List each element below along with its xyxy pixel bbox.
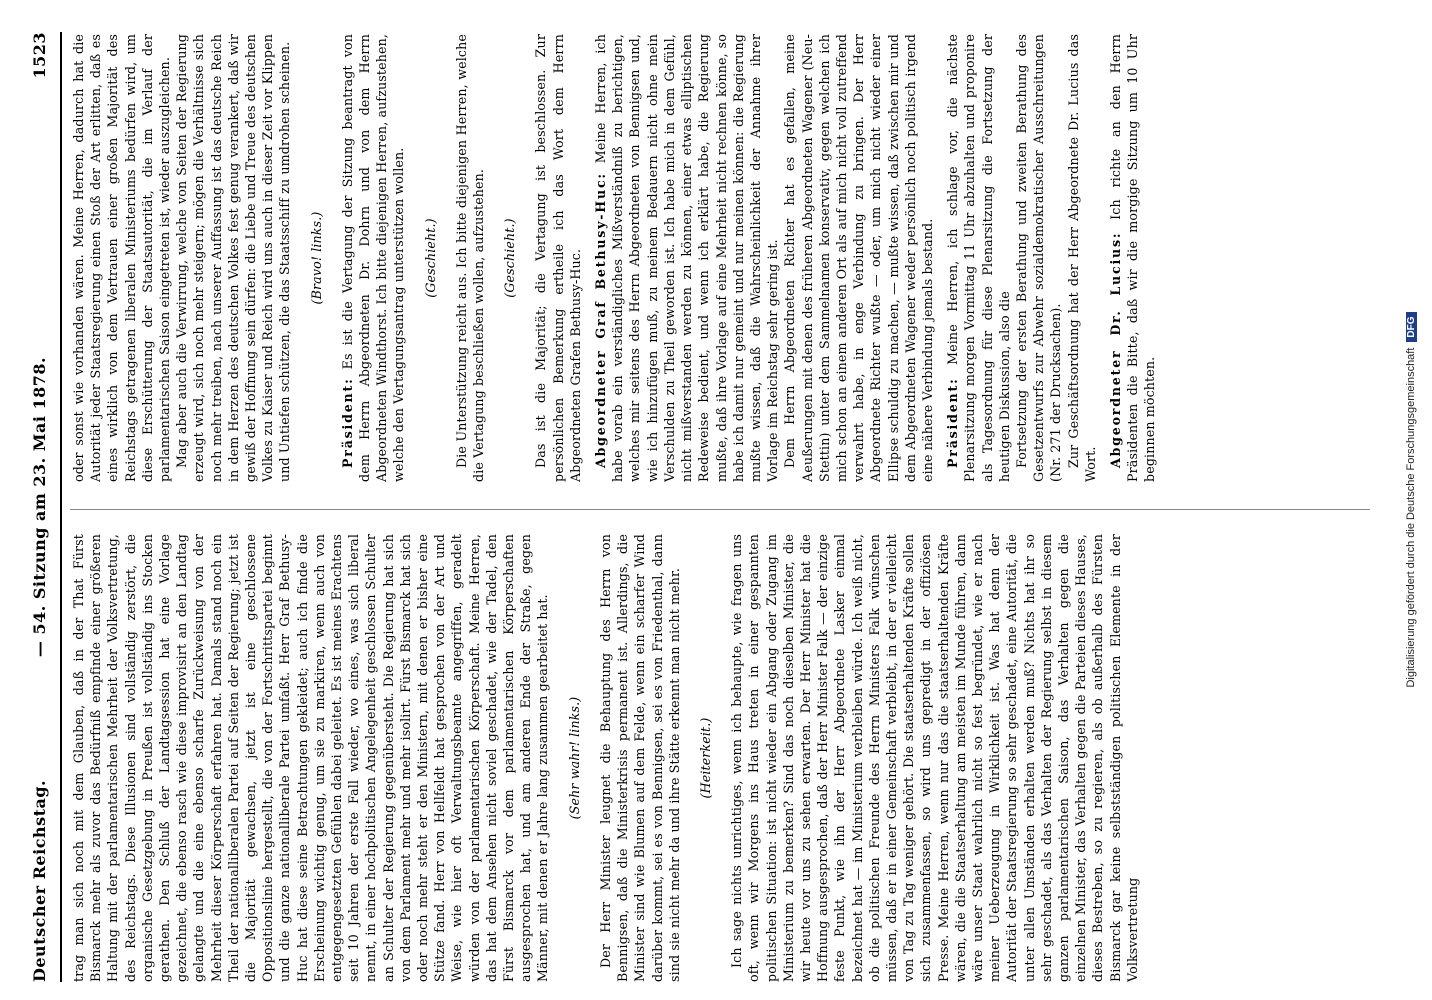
text-column-right: [70, 34, 1370, 482]
speech-text: Ich richte an den Herrn Präsidenten die Bitte, daß wir die morgige Sitzung um 10 Uhr beginnen möchten.: [1107, 34, 1158, 482]
header-page-number: 1523: [30, 32, 49, 79]
paragraph: Mag aber auch die Verwirrung, welche von Seiten der Regierung erzeugt wird, sich noch mehr steigern; mögen die Verhältnisse sich noch mehr treiben, nach unserer Auffassung ist das deutsche Reich in dem Herzen des deutschen Volkes fest genug verankert, daß wir gewiß der Hoffnung sein dürfen: die Liebe und Treue des deutschen Volkes zu Kaiser und Reich wird uns auch in dieser Zeit vor Klippen und Untiefen schützen, die das Staatsschiff zu umdrohen scheinen.: [174, 34, 293, 482]
speaker-name: Präsident:: [339, 377, 355, 468]
interjection: (Geschieht.): [422, 218, 438, 298]
speaker-name: Abgeordneter Graf Bethusy-Huc:: [593, 172, 609, 468]
interjection: (Bravo! links.): [308, 211, 324, 305]
speech-text: Meine Herren, ich schlage vor, die nächste Plenarsitzung morgen Vormittag 11 Uhr abzuhalten und proponire als Tagesordnung für diese Plenarsitzung die Fortsetzung der heutigen Diskussion, also die: [945, 34, 1012, 482]
interjection: (Heiterkeit.): [697, 717, 713, 799]
speech-text: Meine Herren, ich habe vorab ein verständigliches Mißverständniß zu berichtigen, welches mir seitens des Herrn Abgeordneten von Bennigsen und, wie ich hinzufügen muß, zu meinem Bedauern nicht ohne mein Verschulden zu Theil geworden ist. Ich habe mich in dem Gefühl, nicht mißverstanden werden zu können, einer etwas elliptischen Redeweise bedient, und wenn ich erklärt habe, die Regierung mußte, daß ihre Vorlage auf eine Mehrheit nicht rechnen könne, so habe ich damit nur gemeint und nur meinen können: die Regierung mußte wissen, daß die Wahrscheinlichkeit der Annahme ihrer Vorlage im Reichstag sehr gering ist.: [593, 34, 781, 482]
paragraph: [339, 34, 408, 482]
digitization-credit: [1405, 0, 1417, 1000]
header-journal-title: Deutscher Reichstag.: [30, 779, 49, 982]
page-header: [30, 32, 64, 982]
dfg-logo: DFG: [1406, 312, 1417, 341]
paragraph: Dem Herrn Abgeordneten Richter hat es gefallen, meine Aeußerungen mit denen des früheren Abgeordneten Wagener (Neu-Stettin) unter dem Sammelnamen konservativ, gegen welchen ich mich schon an einem anderen Ort als auf mich nicht voll zutreffend verwahrt habe, in enge Verbindung zu bringen. Der Herr Abgeordnete Richter wußte — oder, um mich nicht wieder einer Ellipse schuldig zu machen, — mußte wissen, daß zwischen mir und dem Abgeordneten Wagener weder persönlich noch politisch irgend eine nähere Verbindung jemals bestand.: [782, 34, 935, 482]
header-rule: [60, 32, 62, 982]
text-column-left: [70, 534, 1370, 982]
paragraph: Die Unterstützung reicht aus. Ich bitte diejenigen Herren, welche die Vertagung beschließen wollen, aufzustehen.: [453, 34, 487, 482]
interjection: (Geschieht.): [502, 218, 518, 298]
speaker-name: Abgeordneter Dr. Lucius:: [1107, 231, 1123, 468]
paragraph: oder sonst wie vorhanden wären. Meine Herren, dadurch hat die Autorität jeder Staatsregierung einen Stoß der Art erlitten, daß es eines wirklich von dem Vertrauen einer großen Majorität des Reichstags getragenen liberalen Ministeriums bedürfen wird, um diese Erschütterung der Staatsautorität, die im Verlauf der parlamentarischen Saison eingetreten ist, wieder auszugleichen.: [71, 34, 173, 482]
speaker-name: Präsident:: [945, 377, 961, 468]
paragraph: Das ist die Majorität; die Vertagung ist beschlossen. Zur persönlichen Bemerkung ertheile ich das Wort dem Herrn Abgeordneten Grafen Bethusy-Huc.: [533, 34, 583, 482]
paragraph: Der Herr Minister leugnet die Behauptung des Herrn von Bennigsen, daß die Ministerkrisis permanent ist. Allerdings, die Minister sind wie Blumen auf dem Felde, wenn ein scharfer Wind darüber kommt, sei es von Bennigsen, sei es von Friedenthal, dann sind sie nicht mehr da und ihre Stätte erkennt man nicht mehr.: [597, 534, 682, 982]
agenda-item: Fortsetzung der ersten Berathung und zweiten Berathung des Gesetzentwurfs zur Abwehr sozialdemokratischer Ausschreitungen (Nr. 271 der Drucksachen).: [1013, 34, 1064, 482]
paragraph: [1107, 34, 1159, 482]
paragraph: [592, 34, 781, 482]
column-divider: [70, 509, 1370, 510]
paragraph: trag man sich noch mit dem Glauben, daß in der That Fürst Bismarck mehr als zuvor das Bedürfniß empfinde einer größeren Haltung mit der parlamentarischen Mehrheit der Volksvertretung, des Reichstags. Diese Illusionen sind vollständig zerstört, die organische Gesetzgebung in Preußen ist vollständig ins Stocken gerathen. Den Schluß der Landtagsession hat eine Vorlage gezeichnet, die ebenso rasch wie diese improvisirt an den Landtag gelangte und die eine ebenso scharfe Zurückweisung von der Mehrheit dieser Körperschaft erfahren hat. Damals stand noch ein Theil der nationalliberalen Partei auf Seiten der Regierung; jetzt ist die Majorität gewachsen, jetzt ist eine geschlossene Oppositionslinie hergestellt, die von der Fortschrittspartei beginnt und die ganze nationalliberale Partei umfaßt. Herr Graf Bethusy-Huc hat diese seine Betrachtungen gekleidet; auch ich finde die Erscheinung wichtig genug, um sie zu markiren, wenn auch von entgegengesetzten Gefühlen dabei geleitet. Es ist meines Erachtens seit 10 Jahren der erste Fall wieder, wo eines, was sich liberal nennt, in einer hochpolitischen Angelegenheit geschlossen Schulter an Schulter der Regierung gegenübersteht. Die Regierung hat sich von dem Parlament mehr und mehr isolirt. Fürst Bismarck hat sich oder noch mehr steht er den Ministern, mit denen er bisher eine Stütze fand. Herr von Hellfeldt hat gesprochen von der Art und Weise, wie hier oft Verwaltungsbeamte angegriffen, geradelt würden von der parlamentarischen Körperschaft. Meine Herren, das hat dem Ansehen nicht soviel geschadet, wie der Tadel, den Fürst Bismarck vor dem parlamentarischen Körperschaften ausgesprochen hat, und am anderen Ende der Straße, gegen Männer, mit denen er Jahre lang zusammen gearbeitet hat.: [71, 534, 551, 982]
paragraph: Ich sage nichts unrichtiges, wenn ich behaupte, wie fragen uns oft, wenn wir Morgens ins Haus treten in einer gespannten politischen Situation: ist nicht wieder ein Abgang oder Zugang im Ministerium zu bemerken? Sind das noch dieselben Minister, die wir heute vor uns zu sehen erwarten. Der Herr Minister hat die Hoffnung ausgesprochen, daß der Herr Minister Falk — der einzige feste Punkt, wie ihn der Herr Abgeordnete Lasker einmal bezeichnet hat — im Ministerium verbleiben würde. Ich weiß nicht, ob die politischen Freunde des Herrn Ministers Falk wünschen müssen, daß er in einer Gemeinschaft verbleibt, in der er vielleicht von Tag zu Tag weniger gehört. Die staatserhaltenden Kräfte sollen sich zusammenfassen, so wird uns gepredigt in der offiziösen Presse. Meine Herren, wenn nur das die staatserhaltenden Kräfte wären, die die Staatserhaltung am meisten im Munde führen, dann wäre unser Staat wahrlich nicht so fest begründet, wie er nach meiner Ueberzeugung in Wirklichkeit ist. Was hat denn der Autorität der Staatsregierung so sehr geschadet, eine Autorität, die unter allen Umständen erhalten werden muß? Nichts hat ihr so sehr geschadet, als das Verhalten der Regierung selbst in diesem ganzen parlamentarischen Saison, das Verhalten gegen die einzelnen Minister, das Verhalten gegen die Parteien dieses Hauses, dieses Bestreben, so zu regieren, als ob außerhalb des Fürsten Bismarck gar keine selbstständigen politischen Elemente in der Volksvertretung: [729, 534, 1140, 982]
credit-text: Digitalisierung gefördert durch die Deutsche Forschungsgemeinschaft: [1405, 347, 1417, 688]
header-session: — 54. Sitzung am 23. Mai 1878.: [30, 356, 49, 658]
speech-text: Es ist die Vertagung der Sitzung beantragt von dem Herrn Abgeordneten Dr. Dohrn und von dem Herrn Abgeordneten Windthorst. Ich bitte diejenigen Herren, aufzustehen, welche den Vertagungsantrag unterstützen wollen.: [339, 34, 407, 482]
paragraph: [944, 34, 1013, 482]
paragraph: Zur Geschäftsordnung hat der Herr Abgeordnete Dr. Lucius das Wort.: [1065, 34, 1098, 482]
interjection: (Sehr wahr! links.): [566, 696, 582, 820]
